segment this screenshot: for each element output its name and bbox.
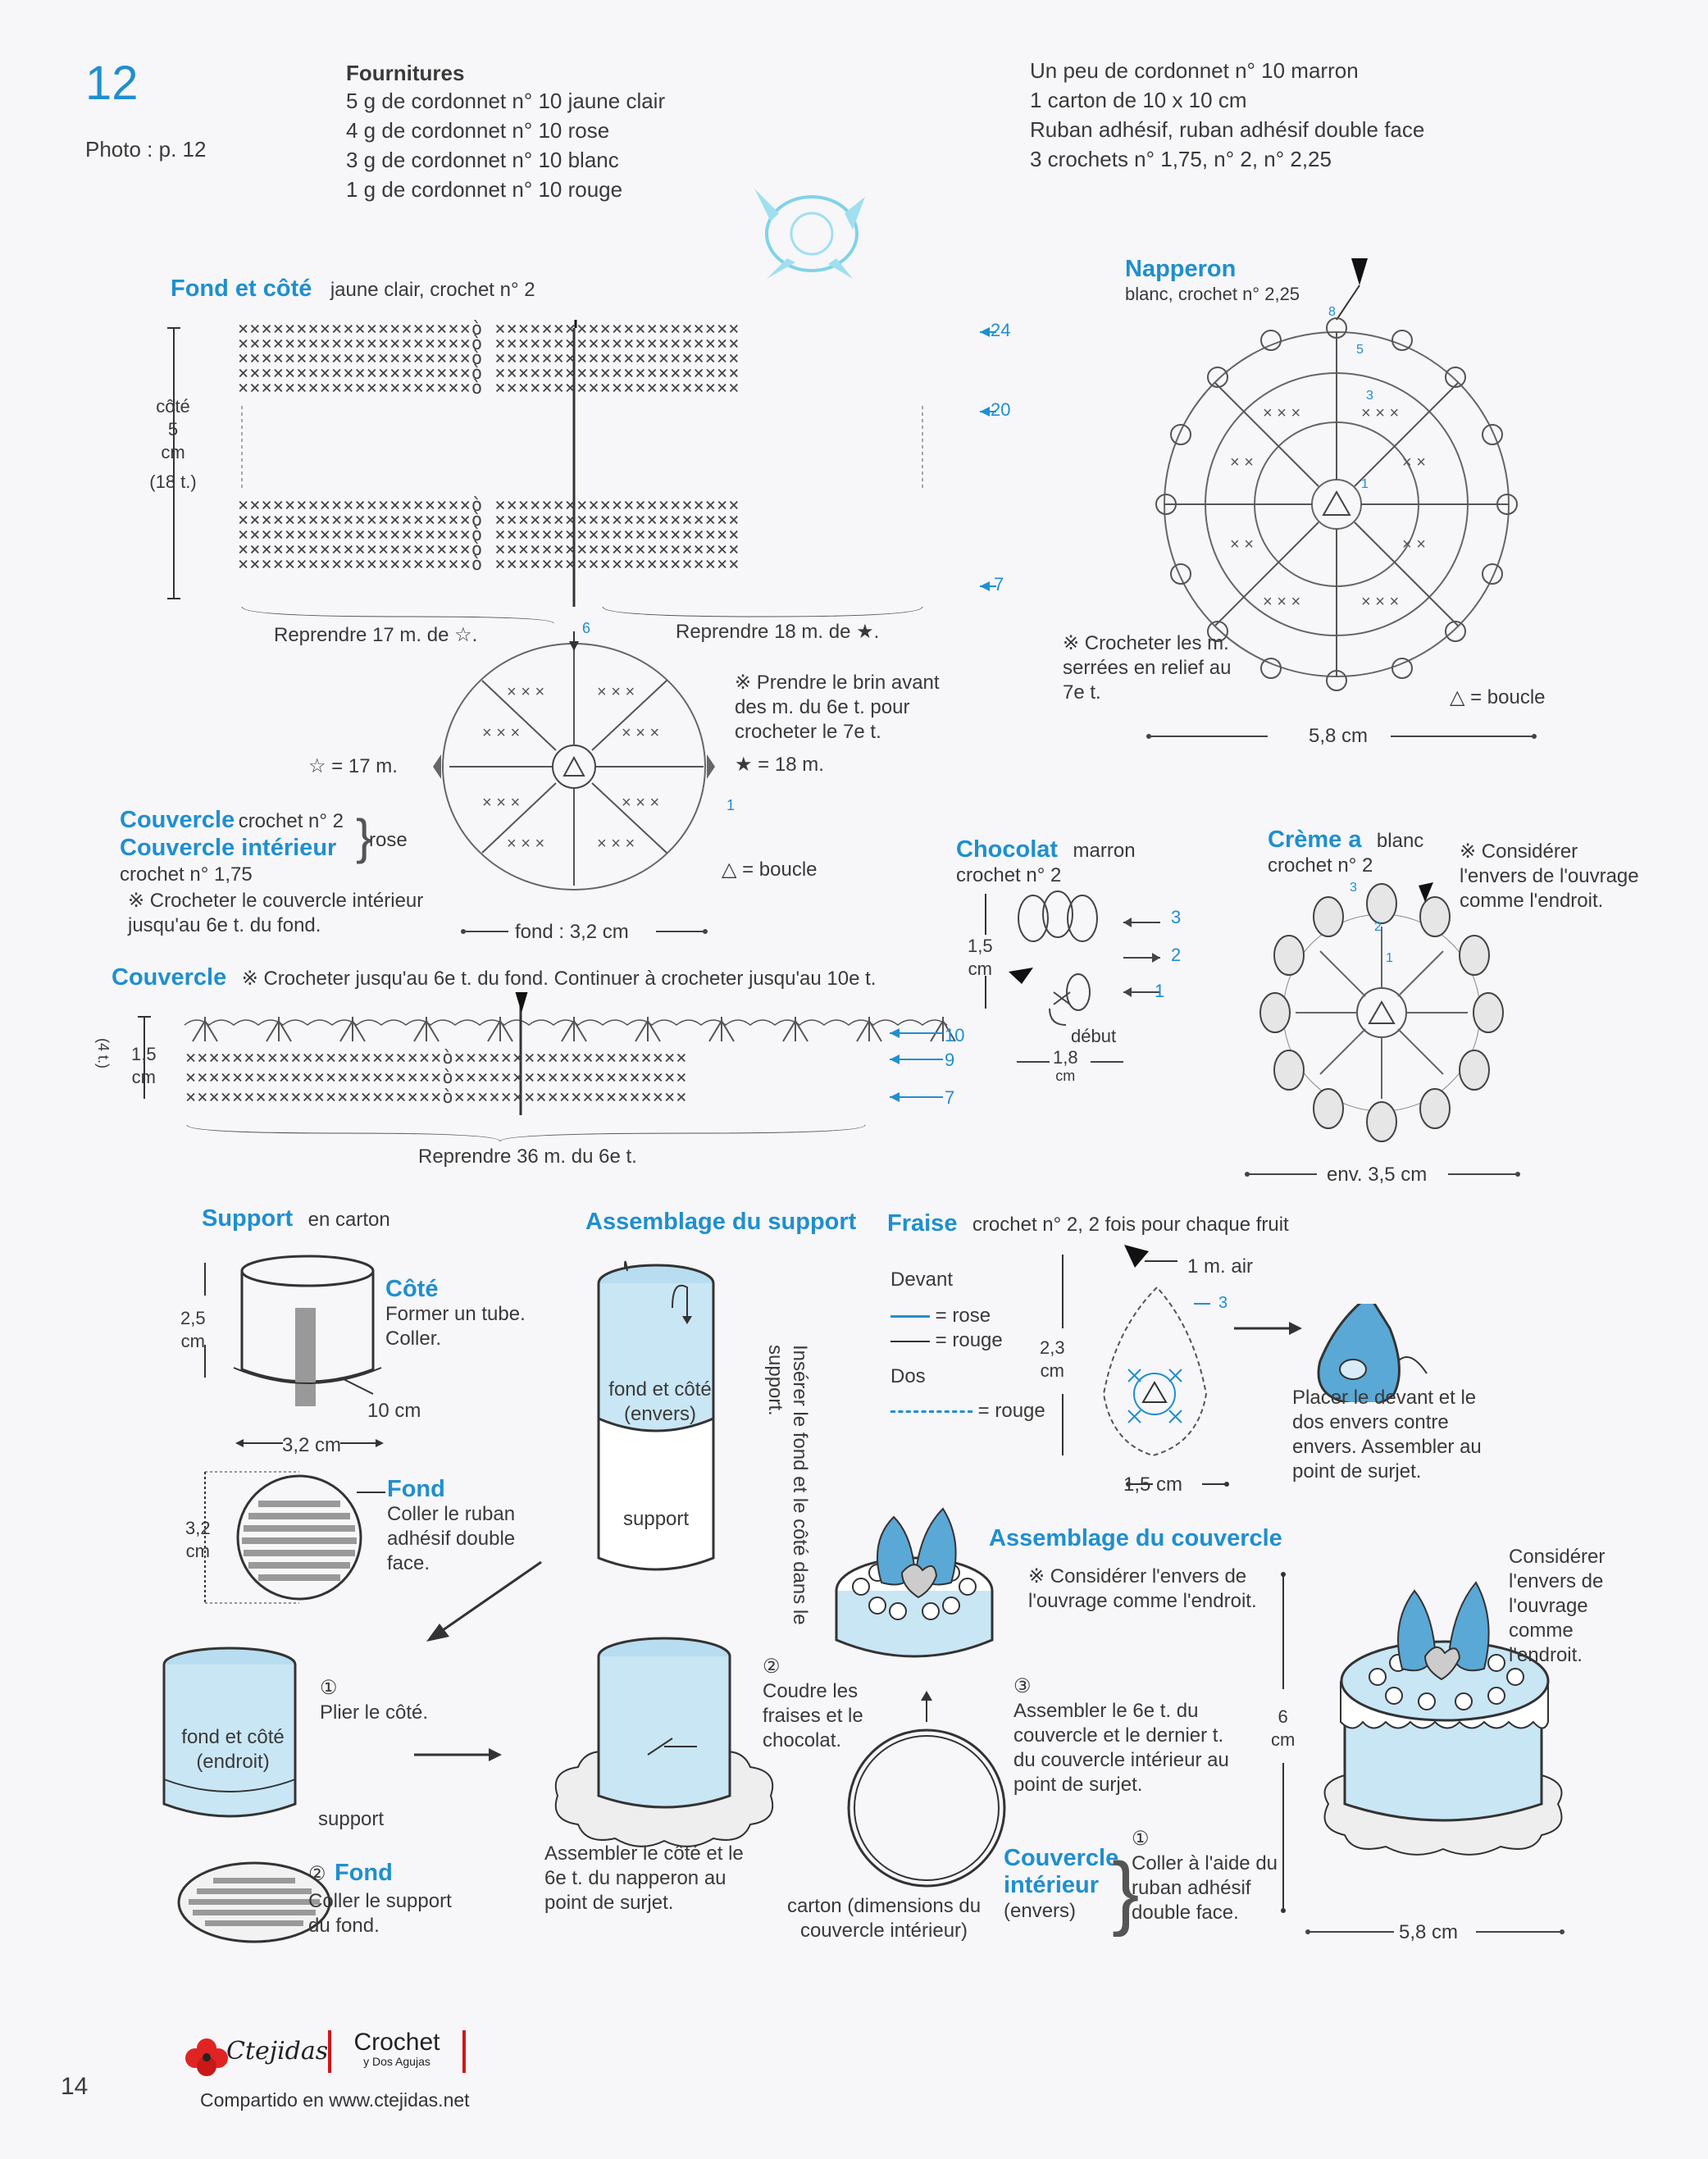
black-star-legend: ★ = 18 m. xyxy=(735,754,824,776)
assemblage-fond-cote xyxy=(599,1378,722,1427)
brace: } xyxy=(356,809,373,864)
fond-circle-chart xyxy=(433,631,728,902)
support-fond-size-value: 3,2 xyxy=(185,1518,211,1538)
turtle-icon xyxy=(730,164,877,299)
chocolat-size xyxy=(968,935,993,981)
step1-couvercle xyxy=(1132,1827,1279,1925)
assemblage-vertical-note: Insérer le fond et le côté dans le support. xyxy=(764,1345,811,1625)
fraise-note: Placer le devant et le dos envers contre envers. Assembler au point de surjet. xyxy=(1292,1387,1482,1483)
creme-note: ※ Considérer l'envers de l'ouvrage comme l'endroit. xyxy=(1460,840,1639,912)
svg-text:× × ×: × × × xyxy=(1361,404,1400,422)
fraise-devant: Devant xyxy=(890,1269,954,1291)
side-size: 5 xyxy=(167,419,179,440)
chocolat-width xyxy=(1053,1046,1078,1082)
assemblage-couvercle-title: Assemblage du couvercle xyxy=(989,1525,1282,1551)
support-height-unit: cm xyxy=(180,1331,205,1351)
row-marker: 7 xyxy=(945,1087,955,1108)
step1-text: Plier le côté. xyxy=(320,1701,429,1724)
final-height-unit: cm xyxy=(1271,1729,1296,1750)
step1-number: ① xyxy=(320,1677,338,1699)
chocolat-width-value: 1,8 xyxy=(1053,1047,1078,1068)
step-fond-cote-label: fond et côté xyxy=(181,1726,285,1748)
assemblage-support-label: support xyxy=(623,1508,690,1530)
supplies-title: Fournitures xyxy=(346,61,465,85)
supply-item: 3 crochets n° 1,75, n° 2, n° 2,25 xyxy=(1030,147,1332,171)
step-fond-cote-endroit: (endroit) xyxy=(196,1751,270,1773)
couvercle-size-unit: cm xyxy=(131,1067,156,1087)
fond-size: fond : 3,2 cm xyxy=(515,921,629,943)
white-star-legend: ☆ = 17 m. xyxy=(308,755,398,777)
rose-line-icon xyxy=(890,1315,930,1318)
creme-row: 2 xyxy=(1374,920,1382,934)
chocolat-row: 3 xyxy=(1171,907,1182,927)
supply-item: 4 g de cordonnet n° 10 rose xyxy=(346,118,610,143)
arrow-right-icon xyxy=(410,1738,508,1771)
svg-text:× × ×: × × × xyxy=(1263,404,1301,422)
loop-legend: △ = boucle xyxy=(722,859,818,881)
fraise-height-value: 2,3 xyxy=(1040,1337,1065,1358)
step2-heading xyxy=(308,1860,393,1887)
chocolat-heading xyxy=(956,836,1136,888)
couvercle-size xyxy=(131,1043,157,1089)
support-fond-size-unit: cm xyxy=(185,1541,210,1561)
supply-item: 5 g de cordonnet n° 10 jaune clair xyxy=(346,89,666,113)
support-fond-text: Coller le ruban adhésif double face. xyxy=(387,1503,516,1574)
cote-text: Former un tube. Coller. xyxy=(385,1303,526,1350)
chocolat-row: 2 xyxy=(1171,945,1182,965)
fraise-title: Fraise xyxy=(887,1210,958,1237)
creme-row: 3 xyxy=(1350,881,1357,895)
napperon-row: 3 xyxy=(1366,389,1373,403)
creme-chart xyxy=(1238,877,1509,1148)
supply-item: Ruban adhésif, ruban adhésif double face xyxy=(1030,117,1425,142)
fraise-subtitle: crochet n° 2, 2 fois pour chaque fruit xyxy=(972,1214,1289,1236)
fraise-heading xyxy=(887,1210,1289,1237)
assemblage-fond-cote-label: fond et côté xyxy=(608,1378,712,1401)
couvercle-title: Couvercle xyxy=(120,807,235,833)
creme-row: 1 xyxy=(1386,951,1393,965)
step3-couvercle-number: ③ xyxy=(1013,1675,1032,1697)
assemblage-support-note: Assembler le côté et le 6e t. du napperon au point de surjet. xyxy=(544,1842,744,1914)
inner-lid-envers: (envers) xyxy=(1004,1900,1077,1922)
supply-item: 1 g de cordonnet n° 10 rouge xyxy=(346,177,623,202)
supplies-list-2 xyxy=(1030,56,1424,174)
row-marker: 24 xyxy=(991,320,1011,340)
fraise-chain: 1 m. air xyxy=(1187,1255,1254,1278)
couvercle-interieur-hook: crochet n° 1,75 xyxy=(120,863,253,886)
chocolat-title: Chocolat xyxy=(956,836,1059,863)
arrow-icon xyxy=(418,1558,549,1648)
creme-size: env. 3,5 cm xyxy=(1327,1164,1428,1186)
fond-cote-subtitle: jaune clair, crochet n° 2 xyxy=(330,279,535,301)
final-height xyxy=(1271,1706,1295,1751)
svg-text:× ×: × × xyxy=(1402,535,1426,553)
inner-lid-label xyxy=(1004,1845,1127,1924)
step-support-label: support xyxy=(318,1808,385,1830)
step2-title: Fond xyxy=(334,1860,393,1886)
napperon-title: Napperon xyxy=(1125,256,1237,282)
couvercle-interieur-note: ※ Crocheter le couvercle intérieur jusqu'au 6e t. du fond. xyxy=(128,890,424,936)
couvercle-stitches: ××××××××××××××××××××××ò×××××××××××××××××××× ××××××××××××××××××××××ò×××××××××××××××××××× ××××××××××××××××××××××ò×××××××××××××××××××× xyxy=(185,1048,688,1108)
page-number: 14 xyxy=(61,2073,89,2100)
creme-title: Crème a xyxy=(1268,827,1362,853)
brand-box xyxy=(328,2030,466,2073)
svg-text:× × ×: × × × xyxy=(1263,593,1301,611)
final-width: 5,8 cm xyxy=(1399,1921,1459,1943)
couvercle-assembly-drawing xyxy=(820,1484,1050,1673)
assemblage-support-title: Assemblage du support xyxy=(585,1209,857,1235)
inner-lid-title: Couvercle intérieur xyxy=(1004,1845,1119,1898)
chocolat-size-value: 1,5 xyxy=(968,936,993,956)
step1-couvercle-number: ① xyxy=(1132,1828,1150,1850)
legend-dos-rouge-label: = rouge xyxy=(977,1400,1045,1422)
fraise-height-unit: cm xyxy=(1040,1360,1064,1381)
support-height-value: 2,5 xyxy=(180,1308,206,1328)
final-note: Considérer l'envers de l'ouvrage comme l'endroit. xyxy=(1509,1546,1606,1666)
supplies-list xyxy=(346,61,665,204)
brand-agujas: y Dos Agujas xyxy=(363,2055,430,2068)
support-width: 3,2 cm xyxy=(282,1434,342,1456)
couvercle-row-title: Couvercle xyxy=(112,964,227,991)
side-dimension xyxy=(144,395,202,494)
svg-text:× × ×: × × × xyxy=(507,683,545,701)
front-loop-note: ※ Prendre le brin avant des m. du 6e t. pour crocheter le 7e t. xyxy=(735,672,940,743)
step-fond-cote xyxy=(175,1725,290,1774)
couvercle-color: rose xyxy=(369,829,408,851)
step3-couvercle-text: Assembler le 6e t. du couvercle et le dernier t. du couvercle intérieur au point de surjet. xyxy=(1013,1700,1229,1796)
support-fond-size xyxy=(185,1517,211,1563)
fond-cote-title: Fond et côté xyxy=(171,276,312,302)
carton-label: carton (dimensions du couvercle intérieur) xyxy=(786,1895,982,1942)
right-repeat: Reprendre 18 m. de ★. xyxy=(676,621,880,643)
couvercle-size-value: 1,5 xyxy=(131,1044,157,1064)
support-height xyxy=(180,1307,206,1353)
rouge-line-icon xyxy=(890,1341,930,1342)
chocolat-size-unit: cm xyxy=(968,959,992,979)
supply-item: 3 g de cordonnet n° 10 blanc xyxy=(346,148,619,172)
legend-dos-rouge xyxy=(890,1399,1045,1423)
brand-name: Ctejidas xyxy=(226,2037,329,2066)
assemblage-couvercle-note: ※ Considérer l'envers de l'ouvrage comme l'endroit. xyxy=(1028,1565,1257,1612)
napperon-subtitle: blanc, crochet n° 2,25 xyxy=(1125,284,1300,304)
brace: } xyxy=(1112,1846,1140,1938)
svg-text:× ×: × × xyxy=(1230,535,1254,553)
napperon-loop-legend: △ = boucle xyxy=(1450,686,1546,708)
step2-couvercle-number: ② xyxy=(763,1656,781,1678)
svg-text:× × ×: × × × xyxy=(597,683,635,701)
legend-rouge-label: = rouge xyxy=(935,1329,1003,1351)
step2-number: ② xyxy=(308,1863,326,1885)
step1-couvercle-text: Coller à l'aide du ruban adhésif double face. xyxy=(1132,1852,1278,1924)
napperon-note: ※ Crocheter les m. serrées en relief au 7e t. xyxy=(1063,632,1232,704)
chocolat-row: 1 xyxy=(1155,981,1165,1001)
step2-couvercle-text: Coudre les fraises et le chocolat. xyxy=(763,1680,863,1751)
support-title: Support xyxy=(202,1205,294,1232)
left-repeat: Reprendre 17 m. de ☆. xyxy=(274,624,478,646)
assemblage-fond-cote-envers: (envers) xyxy=(623,1403,697,1425)
svg-text:× ×: × × xyxy=(1230,453,1254,471)
dos-line-icon xyxy=(890,1410,972,1413)
cote-title: Côté xyxy=(385,1276,439,1302)
shared-credit: Compartido en www.ctejidas.net xyxy=(200,2089,470,2111)
assemblage-napperon-drawing xyxy=(541,1624,787,1870)
svg-text:× × ×: × × × xyxy=(482,724,521,742)
legend-rouge xyxy=(890,1328,1003,1353)
row-marker: 10 xyxy=(945,1025,965,1045)
svg-text:× × ×: × × × xyxy=(482,794,521,812)
napperon-size: 5,8 cm xyxy=(1309,725,1369,747)
creme-heading xyxy=(1268,827,1423,878)
side-label: côté xyxy=(156,396,190,417)
pattern-number: 12 xyxy=(85,57,139,110)
photo-reference: Photo : p. 12 xyxy=(85,137,207,162)
step2-text: Coller le support du fond. xyxy=(308,1890,452,1937)
brand-crochet: Crochet xyxy=(353,2029,440,2056)
svg-text:× × ×: × × × xyxy=(597,835,635,853)
row-marker: 7 xyxy=(994,574,1004,594)
couvercle-heading xyxy=(120,807,344,834)
fraise-dos: Dos xyxy=(890,1365,926,1387)
supply-item: Un peu de cordonnet n° 10 marron xyxy=(1030,58,1359,83)
support-fond-title: Fond xyxy=(387,1476,445,1502)
stitch-grid-top: ××××××××××××××××××××ò ××××××××××××××××××××× ××××××××××××××××××××ò ××××××××××××××××××××× ××××××××××××××××××××ò ××××××××××××××××××××× ××××××××××××××××××××ò ××××××××××××××××××××× ××××××××××××××××××××ò ××××××××××××××××××××× xyxy=(238,319,740,399)
couvercle-rows-note: (4 t.) xyxy=(95,1038,112,1069)
couvercle-row-note: ※ Crocheter jusqu'au 6e t. du fond. Continuer à crocheter jusqu'au 10e t. xyxy=(241,968,877,990)
final-height-value: 6 xyxy=(1278,1706,1288,1727)
couvercle-repeat: Reprendre 36 m. du 6e t. xyxy=(418,1146,637,1168)
svg-text:× × ×: × × × xyxy=(507,835,545,853)
creme-color: blanc xyxy=(1376,830,1424,852)
step2-couvercle xyxy=(763,1655,886,1753)
row-marker: 9 xyxy=(945,1050,955,1070)
couvercle-row-heading xyxy=(112,964,876,991)
chocolat-color: marron xyxy=(1073,840,1136,862)
support-material: en carton xyxy=(307,1209,390,1231)
flower-logo-icon xyxy=(182,2034,231,2079)
supply-item: 1 carton de 10 x 10 cm xyxy=(1030,88,1247,112)
napperon-row: 8 xyxy=(1328,305,1336,319)
couvercle-hook: crochet n° 2 xyxy=(238,810,344,832)
fraise-width: 1,5 cm xyxy=(1123,1473,1183,1496)
stitch-grid-bottom: ××××××××××××××××××××ò ××××××××××××××××××××× ××××××××××××××××××××ò ××××××××××××××××××××× ××××××××××××××××××××ò ××××××××××××××××××××× ××××××××××××××××××××ò ××××××××××××××××××××× ××××××××××××××××××××ò ××××××××××××××××××××× xyxy=(238,495,740,575)
creme-hook: crochet n° 2 xyxy=(1268,854,1373,877)
fond-cote-heading xyxy=(171,276,535,303)
napperon-row: 1 xyxy=(1361,477,1369,491)
support-length: 10 cm xyxy=(367,1400,421,1422)
circle-row-marker: 1 xyxy=(726,797,736,813)
side-rows: (18 t.) xyxy=(149,471,197,492)
chocolat-width-unit: cm xyxy=(1055,1068,1076,1084)
legend-rose-label: = rose xyxy=(935,1305,991,1327)
step3-couvercle xyxy=(1013,1674,1235,1797)
svg-text:× × ×: × × × xyxy=(622,724,660,742)
couvercle-interieur-title: Couvercle intérieur xyxy=(120,835,337,861)
chocolat-hook: crochet n° 2 xyxy=(956,864,1062,886)
fraise-height xyxy=(1040,1337,1065,1382)
support-heading xyxy=(202,1205,390,1232)
chocolat-start: début xyxy=(1071,1026,1117,1046)
napperon-row: 5 xyxy=(1356,343,1364,357)
svg-text:× × ×: × × × xyxy=(622,794,660,812)
fraise-row: 3 xyxy=(1218,1294,1228,1312)
legend-rose xyxy=(890,1304,991,1328)
svg-text:× ×: × × xyxy=(1402,453,1426,471)
svg-text:× × ×: × × × xyxy=(1361,593,1400,611)
row-marker: 20 xyxy=(991,399,1011,420)
side-unit: cm xyxy=(161,442,185,462)
circle-row-marker: 6 xyxy=(582,620,591,636)
